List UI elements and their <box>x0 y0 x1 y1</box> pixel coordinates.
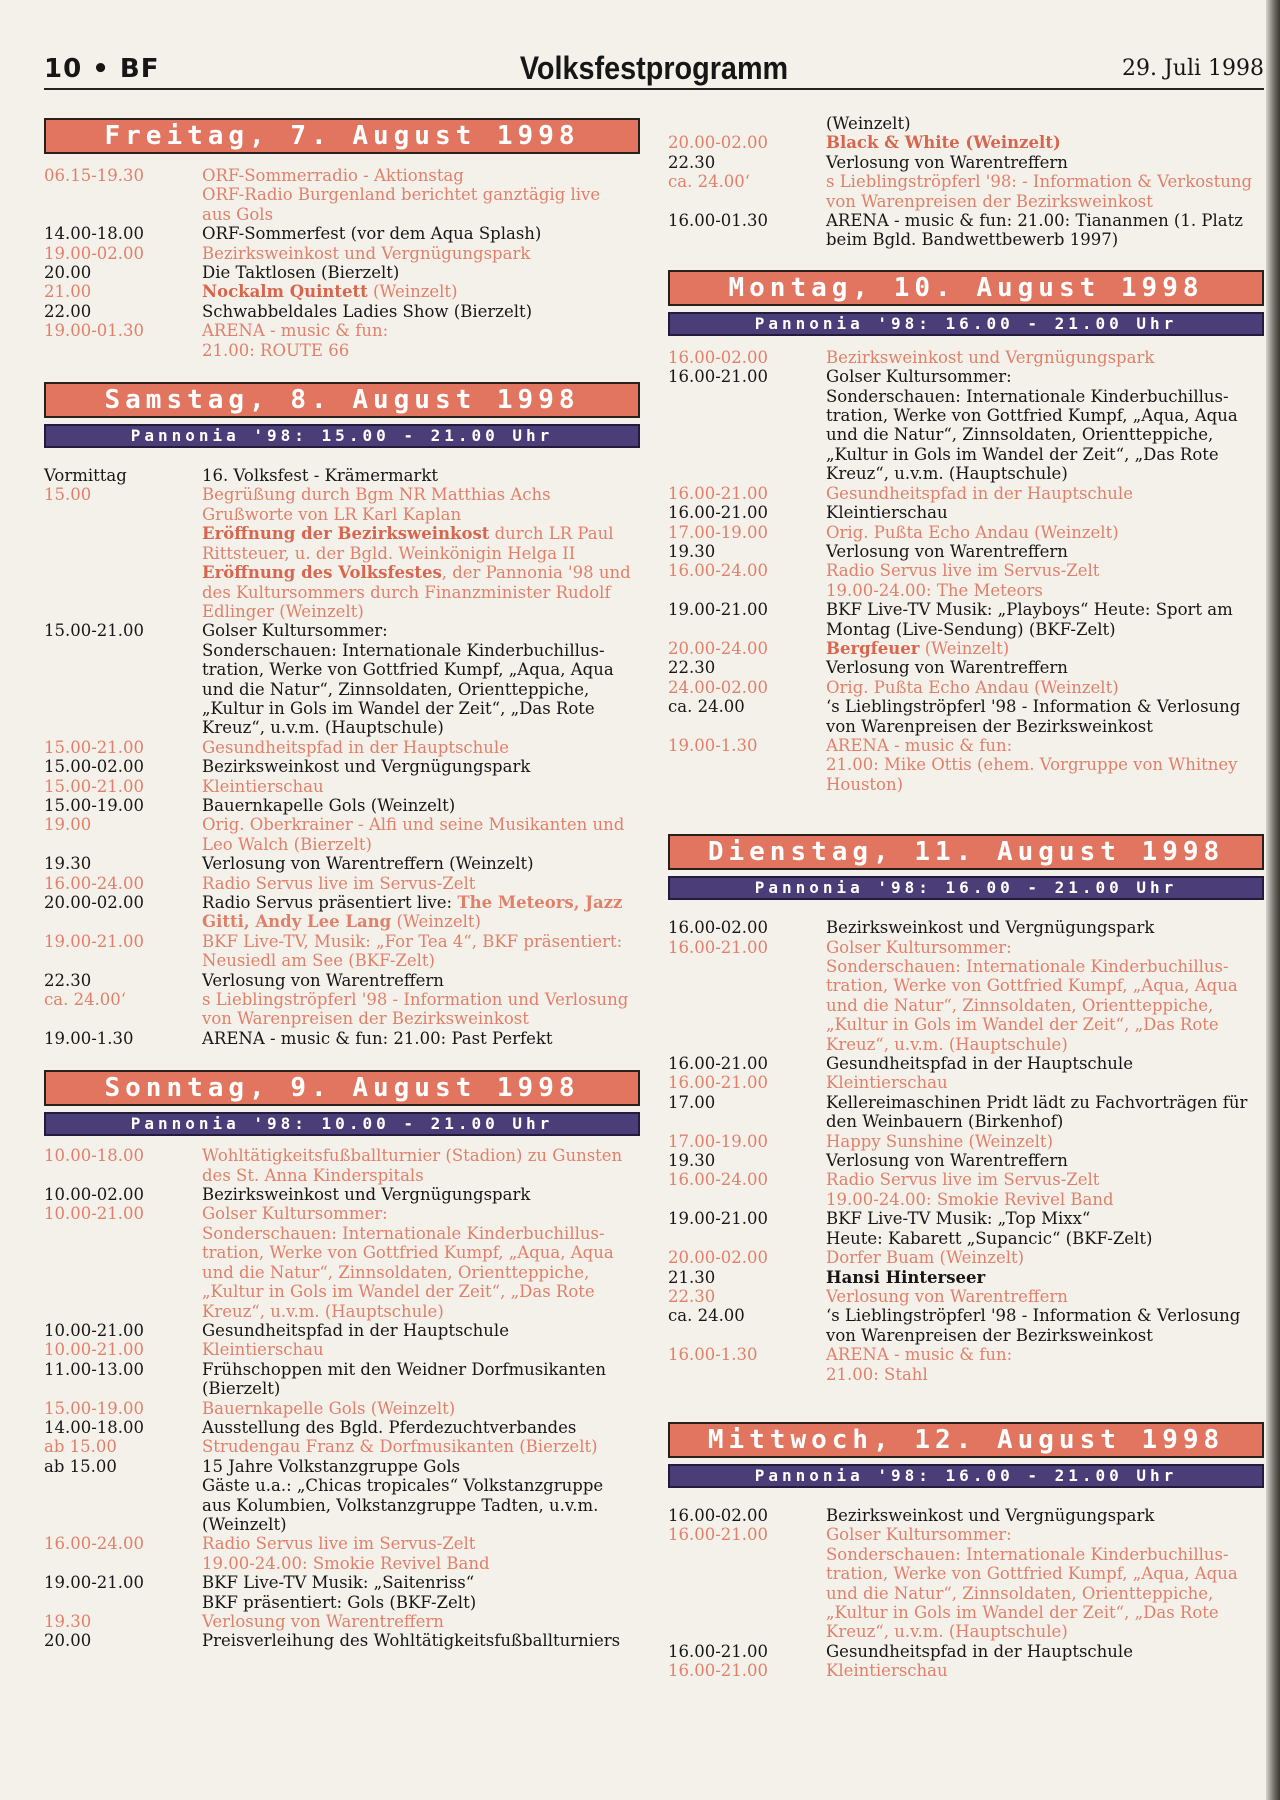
schedule-monday <box>668 348 1264 794</box>
event-time: 16.00-21.00 <box>668 483 769 503</box>
event-time: Vormittag <box>44 466 127 486</box>
event-time: ca. 24.00‘ <box>44 990 127 1010</box>
event-desc: ‘s Lieblingströpferl '98 - Information & Verlosung von Warenpreisen der Bezirksweinkost <box>826 1306 1241 1345</box>
event-desc: Kellereimaschinen Pridt lädt zu Fachvorträgen für den Weinbauern (Birkenhof) <box>826 1092 1248 1132</box>
event-time: 19.30 <box>668 1151 716 1171</box>
event-desc: Kleintierschau <box>202 1340 324 1360</box>
event-time: 19.00-21.00 <box>44 931 145 951</box>
event-time: 24.00-02.00 <box>668 677 769 697</box>
event-time: 22.30 <box>668 658 716 678</box>
event-desc: Kleintierschau <box>826 503 948 523</box>
event-desc: Bauernkapelle Gols (Weinzelt) <box>202 1398 456 1418</box>
list-item <box>668 561 1264 600</box>
list-item <box>44 854 640 873</box>
event-time: 16.00-21.00 <box>668 1073 769 1093</box>
event-desc: Ausstellung des Bgld. Pferdezuchtverbandes <box>202 1417 577 1437</box>
event-desc: Radio Servus live im Servus-Zelt 19.00-24.00: Smokie Revivel Band <box>202 1534 490 1573</box>
list-item <box>668 114 1264 133</box>
event-desc: ARENA - music & fun: 21.00: Stahl <box>826 1345 1013 1384</box>
event-desc: Die Taktlosen (Bierzelt) <box>202 263 400 283</box>
event-time: 22.30 <box>668 1286 716 1306</box>
event-time: 16.00-21.00 <box>668 1641 769 1661</box>
list-item <box>668 1525 1264 1641</box>
event-time: 16.00-24.00 <box>44 873 145 893</box>
list-item <box>668 1151 1264 1170</box>
event-time: 10.00-18.00 <box>44 1146 145 1166</box>
schedule-sunday <box>44 1146 640 1651</box>
list-item <box>668 1132 1264 1151</box>
event-time: 16.00-21.00 <box>668 937 769 957</box>
event-time: 16.00-21.00 <box>668 503 769 523</box>
event-desc: ‘s Lieblingströpferl '98 - Information & Verlosung von Warenpreisen der Bezirksweinkost <box>826 697 1241 736</box>
event-desc: Bauernkapelle Gols (Weinzelt) <box>202 795 456 815</box>
list-item <box>44 485 640 524</box>
event-desc: Golser Kultursommer: Sonderschauen: Internationale Kinderbuchillus- tration, Werke von Gottfried Kumpf, „Aqua, Aqua und die Natur“, Zinnsoldaten, Orientteppiche, „Kultur in Gols im Wandel der Zeit“, „Das Rote Kreuz“, u.v.m. (Hauptschule) <box>826 367 1238 484</box>
event-desc: Gesundheitspfad in der Hauptschule <box>202 737 509 757</box>
schedule-tuesday <box>668 918 1264 1384</box>
event-desc: ORF-Sommerradio - Aktionstag ORF-Radio Burgenland berichtet ganztägig live aus Gols <box>202 166 601 224</box>
list-item <box>44 777 640 796</box>
event-time: 16.00-24.00 <box>668 561 769 581</box>
event-time: 15.00-19.00 <box>44 1398 145 1418</box>
day-banner-wednesday: Mittwoch, 12. August 1998 <box>668 1422 1264 1458</box>
event-time: 20.00-24.00 <box>668 638 769 658</box>
event-time: 19.30 <box>44 1612 92 1631</box>
event-time: 19.00-21.00 <box>668 600 769 620</box>
list-item <box>668 172 1264 211</box>
event-desc: ORF-Sommerfest (vor dem Aqua Splash) <box>202 224 542 244</box>
page-title: Volksfestprogramm <box>519 50 789 86</box>
list-item <box>668 600 1264 639</box>
list-item <box>668 938 1264 1054</box>
event-desc: Bezirksweinkost und Vergnügungspark <box>826 347 1155 367</box>
list-item <box>668 367 1264 483</box>
event-desc: Golser Kultursommer: Sonderschauen: Internationale Kinderbuchillus- tration, Werke von Gottfried Kumpf, „Aqua, Aqua und die Natur“, Zinnsoldaten, Orientteppiche, „Kultur in Gols im Wandel der Zeit“, „Das Rote Kreuz“, u.v.m. (Hauptschule) <box>202 1204 614 1321</box>
event-time: ca. 24.00 <box>668 1306 745 1326</box>
schedule-friday <box>44 166 640 360</box>
event-time: 22.00 <box>44 301 92 321</box>
list-item <box>668 1345 1264 1384</box>
event-desc: Nockalm Quintett (Weinzelt) <box>202 282 458 302</box>
event-time: 19.00-21.00 <box>668 1209 769 1229</box>
event-desc: Orig. Pußta Echo Andau (Weinzelt) <box>826 522 1119 542</box>
event-desc: Gesundheitspfad in der Hauptschule <box>826 483 1133 503</box>
issue-date: 29. Juli 1998 <box>1121 56 1264 81</box>
list-item <box>668 1209 1264 1248</box>
list-item <box>668 1093 1264 1132</box>
event-desc: Begrüßung durch Bgm NR Matthias Achs Grußworte von LR Karl Kaplan <box>202 485 551 524</box>
list-item <box>44 321 640 360</box>
event-time: 19.30 <box>44 854 92 874</box>
schedule-saturday-continued <box>668 114 1264 250</box>
event-time: ab 15.00 <box>44 1437 117 1457</box>
event-time: 16.00-02.00 <box>668 918 769 938</box>
event-time: 15.00-19.00 <box>44 795 145 815</box>
list-item <box>668 658 1264 677</box>
list-item <box>44 1418 640 1437</box>
list-item <box>668 1306 1264 1345</box>
column-left <box>44 110 640 1651</box>
list-item <box>44 1204 640 1320</box>
list-item <box>44 757 640 776</box>
event-desc: Eröffnung der Bezirksweinkost durch LR Paul Rittsteuer, u. der Bgld. Weinkönigin Helga II Eröffnung des Volksfestes, der Pannonia '98 und des Kultursommers durch Finanzminister Rudolf Edlinger (Weinzelt) <box>202 524 631 621</box>
list-item <box>668 678 1264 697</box>
event-desc: Golser Kultursommer: Sonderschauen: Internationale Kinderbuchillus- tration, Werke von Gottfried Kumpf, „Aqua, Aqua und die Natur“, Zinnsoldaten, Orientteppiche, „Kultur in Gols im Wandel der Zeit“, „Das Rote Kreuz“, u.v.m. (Hauptschule) <box>826 937 1238 1054</box>
event-time: 14.00-18.00 <box>44 1417 145 1437</box>
list-item <box>44 1457 640 1535</box>
list-item <box>44 874 640 893</box>
event-desc: Bezirksweinkost und Vergnügungspark <box>202 757 531 777</box>
event-desc: s Lieblingströpferl '98: - Information & Verkostung von Warenpreisen der Bezirksweinkost <box>826 172 1253 211</box>
event-time: ca. 24.00 <box>668 697 745 717</box>
list-item <box>44 282 640 301</box>
event-desc: Radio Servus live im Servus-Zelt 19.00-24.00: Smokie Revivel Band <box>826 1170 1114 1209</box>
event-desc: Frühschoppen mit den Weidner Dorfmusikanten (Bierzelt) <box>202 1359 607 1399</box>
list-item <box>44 971 640 990</box>
list-item <box>44 1146 640 1185</box>
list-item <box>668 523 1264 542</box>
event-desc: Verlosung von Warentreffern <box>826 152 1068 172</box>
event-time: 21.00 <box>44 282 92 302</box>
event-time: 11.00-13.00 <box>44 1359 145 1379</box>
list-item <box>44 990 640 1029</box>
event-desc: ARENA - music & fun: 21.00: Tiananmen (1. Platz beim Bgld. Bandwettbewerb 1997) <box>826 211 1243 250</box>
event-time: 16.00-02.00 <box>668 347 769 367</box>
pannonia-bar-wednesday: Pannonia '98: 16.00 - 21.00 Uhr <box>668 1464 1264 1488</box>
list-item <box>44 1437 640 1456</box>
event-desc: Radio Servus live im Servus-Zelt <box>202 873 476 893</box>
day-banner-sunday: Sonntag, 9. August 1998 <box>44 1070 640 1106</box>
list-item <box>44 1631 640 1650</box>
list-item <box>44 524 640 621</box>
list-item <box>44 224 640 243</box>
event-desc: Verlosung von Warentreffern <box>826 1151 1068 1171</box>
event-time: 19.00-1.30 <box>44 1028 134 1048</box>
event-time: 15.00-21.00 <box>44 621 145 641</box>
pannonia-bar-monday: Pannonia '98: 16.00 - 21.00 Uhr <box>668 312 1264 336</box>
event-time: 10.00-02.00 <box>44 1185 145 1205</box>
event-desc: Gesundheitspfad in der Hauptschule <box>826 1641 1133 1661</box>
event-desc: (Weinzelt) <box>826 114 911 133</box>
list-item <box>44 932 640 971</box>
event-desc: Verlosung von Warentreffern <box>826 541 1068 561</box>
event-desc: Bezirksweinkost und Vergnügungspark <box>202 1185 531 1205</box>
list-item <box>668 348 1264 367</box>
event-desc: ARENA - music & fun: 21.00: Past Perfekt <box>202 1028 553 1048</box>
event-desc: ARENA - music & fun: 21.00: Mike Ottis (ehem. Vorgruppe von Whitney Houston) <box>826 735 1238 794</box>
event-desc: Dorfer Buam (Weinzelt) <box>826 1248 1025 1268</box>
event-time: 19.00-02.00 <box>44 243 145 263</box>
list-item <box>668 153 1264 172</box>
event-time: 16.00-02.00 <box>668 1505 769 1525</box>
list-item <box>44 263 640 282</box>
list-item <box>44 796 640 815</box>
event-desc: Bezirksweinkost und Vergnügungspark <box>826 918 1155 938</box>
event-time: 17.00 <box>668 1092 716 1112</box>
list-item <box>668 918 1264 937</box>
day-banner-tuesday: Dienstag, 11. August 1998 <box>668 834 1264 870</box>
list-item <box>668 639 1264 658</box>
event-desc: Bezirksweinkost und Vergnügungspark <box>202 243 531 263</box>
event-time: 19.00-1.30 <box>668 735 758 755</box>
list-item <box>668 484 1264 503</box>
list-item <box>44 1029 640 1048</box>
event-time: 20.00 <box>44 1631 92 1651</box>
list-item <box>668 1506 1264 1525</box>
event-desc: BKF Live-TV, Musik: „For Tea 4“, BKF präsentiert: Neusiedl am See (BKF-Zelt) <box>202 931 623 971</box>
event-time: 21.30 <box>668 1267 716 1287</box>
list-item <box>668 1287 1264 1306</box>
event-time: 20.00-02.00 <box>668 1248 769 1268</box>
list-item <box>44 1185 640 1204</box>
list-item <box>44 815 640 854</box>
schedule-wednesday <box>668 1506 1264 1681</box>
pannonia-bar-tuesday: Pannonia '98: 16.00 - 21.00 Uhr <box>668 876 1264 900</box>
list-item <box>668 503 1264 522</box>
event-time: 20.00-02.00 <box>668 133 769 153</box>
event-time: 20.00-02.00 <box>44 893 145 912</box>
list-item <box>44 893 640 932</box>
list-item <box>44 738 640 757</box>
pannonia-bar-saturday: Pannonia '98: 15.00 - 21.00 Uhr <box>44 424 640 448</box>
list-item <box>44 302 640 321</box>
event-desc: Happy Sunshine (Weinzelt) <box>826 1131 1054 1151</box>
event-time: 16.00-21.00 <box>668 367 769 387</box>
day-banner-friday: Freitag, 7. August 1998 <box>44 118 640 154</box>
schedule-saturday <box>44 466 640 1048</box>
list-item <box>44 1612 640 1631</box>
event-time: ca. 24.00‘ <box>668 172 751 192</box>
list-item <box>668 1642 1264 1661</box>
event-time: 15.00-02.00 <box>44 757 145 777</box>
event-desc: ARENA - music & fun: 21.00: ROUTE 66 <box>202 321 389 360</box>
event-time: 19.30 <box>668 541 716 561</box>
event-time: 16.00-24.00 <box>44 1534 145 1554</box>
event-desc: Verlosung von Warentreffern <box>826 658 1068 678</box>
event-time: 19.00-21.00 <box>44 1573 145 1593</box>
event-time: 15.00-21.00 <box>44 776 145 796</box>
event-time: 17.00-19.00 <box>668 1131 769 1151</box>
list-item <box>44 1399 640 1418</box>
event-time: 19.00 <box>44 815 92 835</box>
event-desc: Golser Kultursommer: Sonderschauen: Internationale Kinderbuchillus- tration, Werke von Gottfried Kumpf, „Aqua, Aqua und die Natur“, Zinnsoldaten, Orientteppiche, „Kultur in Gols im Wandel der Zeit“, „Das Rote Kreuz“, u.v.m. (Hauptschule) <box>202 621 614 738</box>
event-desc: Gesundheitspfad in der Hauptschule <box>202 1320 509 1340</box>
list-item <box>44 166 640 224</box>
event-desc: Orig. Oberkrainer - Alfi und seine Musikanten und Leo Walch (Bierzelt) <box>202 815 625 854</box>
event-time: 20.00 <box>44 263 92 283</box>
event-desc: Radio Servus präsentiert live: The Meteors, Jazz Gitti, Andy Lee Lang (Weinzelt) <box>202 893 623 932</box>
scan-edge <box>1266 0 1280 1800</box>
event-desc: Bergfeuer (Weinzelt) <box>826 638 1010 658</box>
list-item <box>44 1534 640 1573</box>
event-desc: 16. Volksfest - Krämermarkt <box>202 466 438 486</box>
event-time: 10.00-21.00 <box>44 1320 145 1340</box>
event-time: 19.00-01.30 <box>44 321 145 341</box>
event-desc: BKF Live-TV Musik: „Saitenriss“ BKF präsentiert: Gols (BKF-Zelt) <box>202 1573 477 1612</box>
event-desc: Wohltätigkeitsfußballturnier (Stadion) zu Gunsten des St. Anna Kinderspitals <box>202 1146 623 1185</box>
list-item <box>668 1661 1264 1680</box>
list-item <box>668 697 1264 736</box>
event-time: 22.30 <box>668 152 716 172</box>
day-banner-saturday: Samstag, 8. August 1998 <box>44 382 640 418</box>
event-time: 16.00-24.00 <box>668 1170 769 1190</box>
list-item <box>668 1248 1264 1267</box>
list-item <box>668 1054 1264 1073</box>
list-item <box>668 133 1264 152</box>
event-time: 16.00-21.00 <box>668 1525 769 1545</box>
event-desc: s Lieblingströpferl '98 - Information und Verlosung von Warenpreisen der Bezirksweinkost <box>202 990 629 1029</box>
event-time: 06.15-19.30 <box>44 166 145 185</box>
list-item <box>668 542 1264 561</box>
list-item <box>668 1170 1264 1209</box>
event-desc: Kleintierschau <box>826 1661 948 1681</box>
event-time: 10.00-21.00 <box>44 1204 145 1224</box>
list-item <box>44 1340 640 1359</box>
event-time: 22.30 <box>44 970 92 990</box>
event-desc: Hansi Hinterseer <box>826 1267 986 1287</box>
event-time: 15.00 <box>44 485 92 505</box>
event-desc: 15 Jahre Volkstanzgruppe Gols Gäste u.a.: „Chicas tropicales“ Volkstanzgruppe aus Kolumbien, Volkstanzgruppe Tadten, u.v.m. (Weinzelt) <box>202 1456 604 1534</box>
event-desc: Gesundheitspfad in der Hauptschule <box>826 1054 1133 1074</box>
page-label: 10 • BF <box>44 54 160 84</box>
event-desc: Verlosung von Warentreffern <box>202 970 444 990</box>
event-desc: BKF Live-TV Musik: „Playboys“ Heute: Sport am Montag (Live-Sendung) (BKF-Zelt) <box>826 600 1233 639</box>
event-time: 10.00-21.00 <box>44 1340 145 1360</box>
list-item <box>668 211 1264 250</box>
list-item <box>668 1073 1264 1092</box>
event-time: 16.00-21.00 <box>668 1661 769 1681</box>
event-time: 17.00-19.00 <box>668 522 769 542</box>
event-desc: Golser Kultursommer: Sonderschauen: Internationale Kinderbuchillus- tration, Werke von Gottfried Kumpf, „Aqua, Aqua und die Natur“, Zinnsoldaten, Orientteppiche, „Kultur in Gols im Wandel der Zeit“, „Das Rote Kreuz“, u.v.m. (Hauptschule) <box>826 1525 1238 1642</box>
list-item <box>44 1321 640 1340</box>
event-time: 14.00-18.00 <box>44 224 145 244</box>
event-time: 16.00-21.00 <box>668 1054 769 1074</box>
masthead <box>44 52 1264 90</box>
event-desc: Strudengau Franz & Dorfmusikanten (Bierzelt) <box>202 1437 598 1457</box>
list-item <box>44 1573 640 1612</box>
event-desc: Orig. Pußta Echo Andau (Weinzelt) <box>826 677 1119 697</box>
event-desc: Preisverleihung des Wohltätigkeitsfußballturniers <box>202 1631 621 1651</box>
pannonia-bar-sunday: Pannonia '98: 10.00 - 21.00 Uhr <box>44 1112 640 1136</box>
event-time: 16.00-1.30 <box>668 1345 758 1365</box>
list-item <box>668 736 1264 794</box>
event-desc: BKF Live-TV Musik: „Top Mixx“ Heute: Kabarett „Supancic“ (BKF-Zelt) <box>826 1209 1153 1248</box>
event-desc: Kleintierschau <box>202 776 324 796</box>
event-time: 16.00-01.30 <box>668 211 769 231</box>
event-time: ab 15.00 <box>44 1456 117 1476</box>
event-time: 15.00-21.00 <box>44 737 145 757</box>
event-desc: Verlosung von Warentreffern (Weinzelt) <box>202 854 534 874</box>
event-desc: Schwabbeldales Ladies Show (Bierzelt) <box>202 301 533 321</box>
day-banner-monday: Montag, 10. August 1998 <box>668 270 1264 306</box>
list-item <box>44 244 640 263</box>
event-desc: Black & White (Weinzelt) <box>826 133 1061 153</box>
event-desc: Kleintierschau <box>826 1073 948 1093</box>
list-item <box>44 1360 640 1399</box>
event-desc: Verlosung von Warentreffern <box>202 1612 444 1631</box>
column-right <box>668 114 1264 1681</box>
list-item <box>668 1268 1264 1287</box>
list-item <box>44 466 640 485</box>
event-desc: Bezirksweinkost und Vergnügungspark <box>826 1505 1155 1525</box>
event-desc: Radio Servus live im Servus-Zelt 19.00-24.00: The Meteors <box>826 561 1100 600</box>
list-item <box>44 621 640 737</box>
event-desc: Verlosung von Warentreffern <box>826 1286 1068 1306</box>
